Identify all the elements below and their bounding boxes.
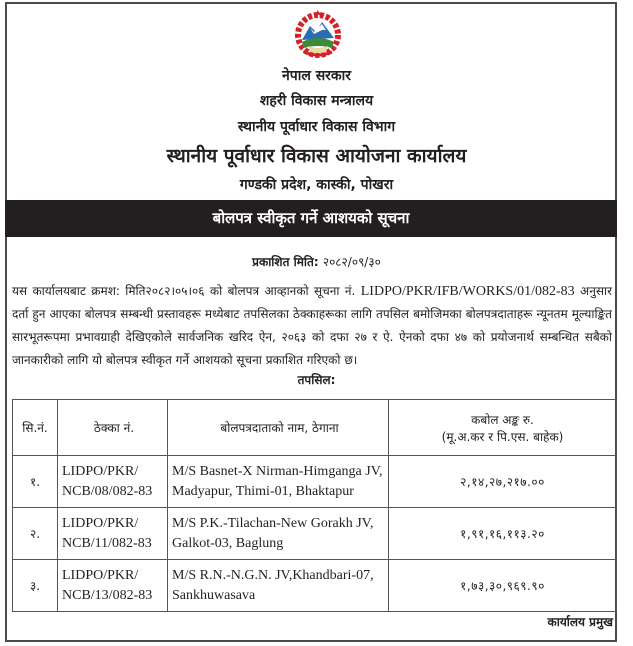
bidder-line1: M/S P.K.-Tilachan-New Gorakh JV, <box>172 515 374 531</box>
signatory: कार्यालय प्रमुख <box>547 615 613 629</box>
bidder-line2: Madyapur, Thimi-01, Bhaktapur <box>172 483 354 499</box>
header-amount <box>389 400 617 456</box>
row-sn: २. <box>13 508 58 560</box>
published-label: प्रकाशित मिति: <box>252 255 319 269</box>
row-contract-no <box>58 508 168 560</box>
details-label: तपसिल: <box>297 373 336 387</box>
ministry-name: शहरी विकास मन्त्रालय <box>259 93 374 109</box>
header-amount-line1: कबोल अङ्क रु. <box>471 412 534 427</box>
row-bidder <box>168 560 389 612</box>
office-name: स्थानीय पूर्वाधार विकास आयोजना कार्यालय <box>166 145 467 167</box>
table-row <box>13 508 617 560</box>
bidder-line1: M/S R.N.-N.G.N. JV,Khandbari-07, <box>172 567 374 583</box>
header-sn: सि.नं. <box>13 400 58 456</box>
contract-line1: LIDPO/PKR/ <box>62 567 139 583</box>
published-date: २०८२/०९/३० <box>322 255 381 269</box>
bid-table <box>12 399 617 612</box>
contract-line2: NCB/11/082-83 <box>62 535 152 551</box>
header-bidder: बोलपत्रदाताको नाम, ठेगाना <box>168 400 389 456</box>
row-contract-no <box>58 560 168 612</box>
notice-body <box>12 280 612 372</box>
header-contract-no: ठेक्का नं. <box>58 400 168 456</box>
table-header-row <box>13 400 617 456</box>
row-amount: १,७३,३०,९६९.९० <box>389 560 617 612</box>
notice-body-part1: यस कार्यालयबाट क्रमश: मिति२०८२।०५।०६ को बोलपत्र आव्हानको सूचना नं. <box>12 284 361 298</box>
contract-line2: NCB/08/082-83 <box>62 483 153 499</box>
government-name: नेपाल सरकार <box>281 68 351 84</box>
row-bidder <box>168 456 389 508</box>
row-amount: २,१४,२७,२१७.०० <box>389 456 617 508</box>
row-bidder <box>168 508 389 560</box>
row-contract-no <box>58 456 168 508</box>
contract-line1: LIDPO/PKR/ <box>62 463 139 479</box>
notice-body-part2: अनुसार दर्ता हुन आएका बोलपत्र सम्बन्धी प्रस्तावहरू मध्येबाट तपसिलका ठेक्काहरूका लागि तपसिल बमोजिमका बोलपत्रदाताहरू न्यूनतम मूल्याङ्कित सारभूतरूपमा प्रभावग्राही देखिएकोले सार्वजनिक खरिद ऐन, २०६३ को दफा २७ र ऐ. ऐनको दफा ४७ को प्रयोजनार्थ सम्बन्धित सबैको जानकारीको लागि यो बोलपत्र स्वीकृत गर्ने आशयको सूचना प्रकाशित गरिएको छ। <box>12 284 612 367</box>
row-amount: १,९१,१६,११३.२० <box>389 508 617 560</box>
header-amount-line2: (मू.अ.कर र पि.एस. बाहेक) <box>441 429 564 444</box>
department-name: स्थानीय पूर्वाधार विकास विभाग <box>237 119 396 135</box>
bidder-line2: Galkot-03, Baglung <box>172 535 284 551</box>
contract-line2: NCB/13/082-83 <box>62 587 153 603</box>
row-sn: १. <box>13 456 58 508</box>
notice-title: बोलपत्र स्वीकृत गर्ने आशयको सूचना <box>5 200 617 237</box>
bidder-line2: Sankhuwasava <box>172 587 256 603</box>
reference-code: LIDPO/PKR/IFB/WORKS/01/082-83 <box>360 284 575 299</box>
contract-line1: LIDPO/PKR/ <box>62 515 139 531</box>
table-row <box>13 560 617 612</box>
row-sn: ३. <box>13 560 58 612</box>
published-date-line <box>0 253 633 270</box>
nepal-emblem-icon <box>292 8 344 60</box>
bidder-line1: M/S Basnet-X Nirman-Himganga JV, <box>172 463 383 479</box>
table-row <box>13 456 617 508</box>
office-location: गण्डकी प्रदेश, कास्की, पोखरा <box>239 177 394 193</box>
